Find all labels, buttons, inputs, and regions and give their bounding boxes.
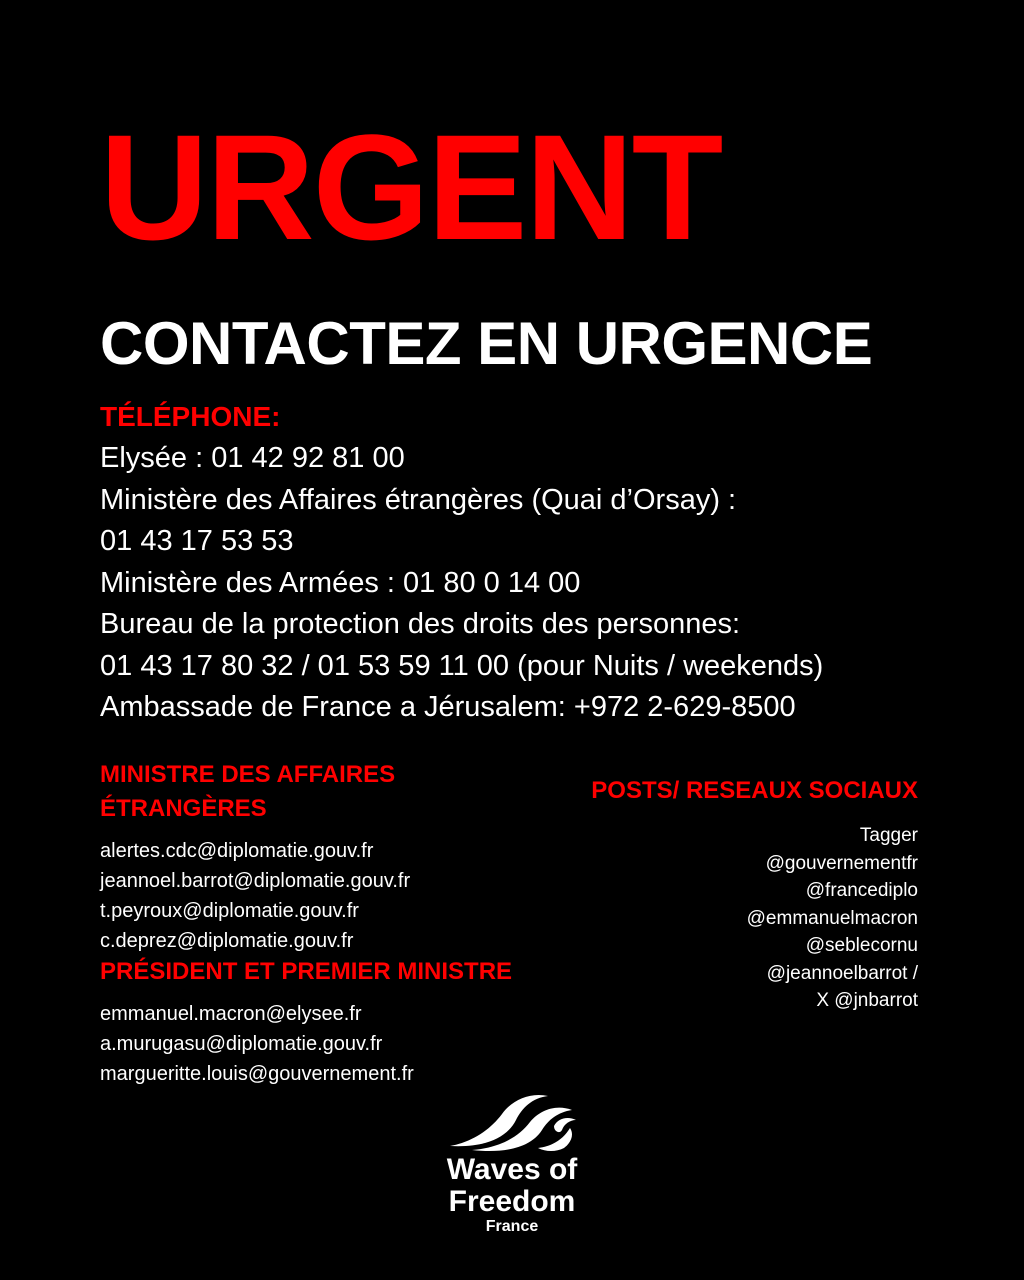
social-handle[interactable]: X @jnbarrot (816, 990, 918, 1011)
mfa-title (100, 758, 540, 826)
phone-line-elysee: Elysée : 01 42 92 81 00 (100, 442, 405, 474)
social-instruction: Tagger (859, 825, 918, 846)
subheadline: CONTACTEZ EN URGENCE (100, 310, 873, 377)
logo-text-line3: France (485, 1218, 539, 1235)
email-address[interactable]: c.deprez@diplomatie.gouv.fr (100, 930, 354, 952)
mfa-title-line1: MINISTRE DES AFFAIRES (100, 761, 396, 788)
phone-line-quai-orsay-number: 01 43 17 53 53 (100, 525, 294, 557)
mfa-email-list (100, 836, 540, 956)
email-address[interactable]: alertes.cdc@diplomatie.gouv.fr (100, 840, 374, 862)
logo-text-line1: Waves of (446, 1153, 578, 1186)
social-handle[interactable]: @gouvernementfr (765, 852, 918, 874)
logo-text-line2: Freedom (448, 1185, 576, 1218)
email-address[interactable]: t.peyroux@diplomatie.gouv.fr (100, 900, 359, 922)
phone-line-bureau-numbers: 01 43 17 80 32 / 01 53 59 11 00 (pour Nuits / weekends) (100, 649, 824, 682)
social-handle[interactable]: @jeannoelbarrot / (766, 962, 918, 984)
social-section (498, 774, 918, 1015)
phone-line-quai-orsay-label: Ministère des Affaires étrangères (Quai d’Orsay) : (100, 483, 737, 516)
phone-title: TÉLÉPHONE: (100, 401, 281, 432)
email-address[interactable]: jeannoel.barrot@diplomatie.gouv.fr (100, 870, 411, 892)
social-handle[interactable]: @seblecornu (805, 935, 918, 956)
headline: URGENT (100, 103, 722, 271)
phone-line-bureau-label: Bureau de la protection des droits des personnes: (100, 608, 741, 640)
mfa-title-line2: ÉTRANGÈRES (100, 795, 267, 822)
phone-line-armees: Ministère des Armées : 01 80 0 14 00 (100, 566, 581, 599)
social-handle[interactable]: @francediplo (805, 880, 918, 901)
phone-section (100, 400, 960, 729)
waves-icon (442, 1090, 582, 1154)
email-address[interactable]: margueritte.louis@gouvernement.fr (100, 1063, 414, 1085)
mfa-section (100, 758, 540, 956)
email-address[interactable]: emmanuel.macron@elysee.fr (100, 1003, 362, 1025)
social-handle[interactable]: @emmanuelmacron (746, 907, 918, 929)
phone-line-ambassade: Ambassade de France a Jérusalem: +972 2-629-8500 (100, 691, 796, 723)
pm-title: PRÉSIDENT ET PREMIER MINISTRE (100, 958, 513, 985)
waves-of-freedom-logo (412, 1090, 612, 1236)
social-handle-list (498, 822, 918, 1015)
email-address[interactable]: a.murugasu@diplomatie.gouv.fr (100, 1033, 383, 1055)
social-title: POSTS/ RESEAUX SOCIAUX (591, 777, 918, 804)
